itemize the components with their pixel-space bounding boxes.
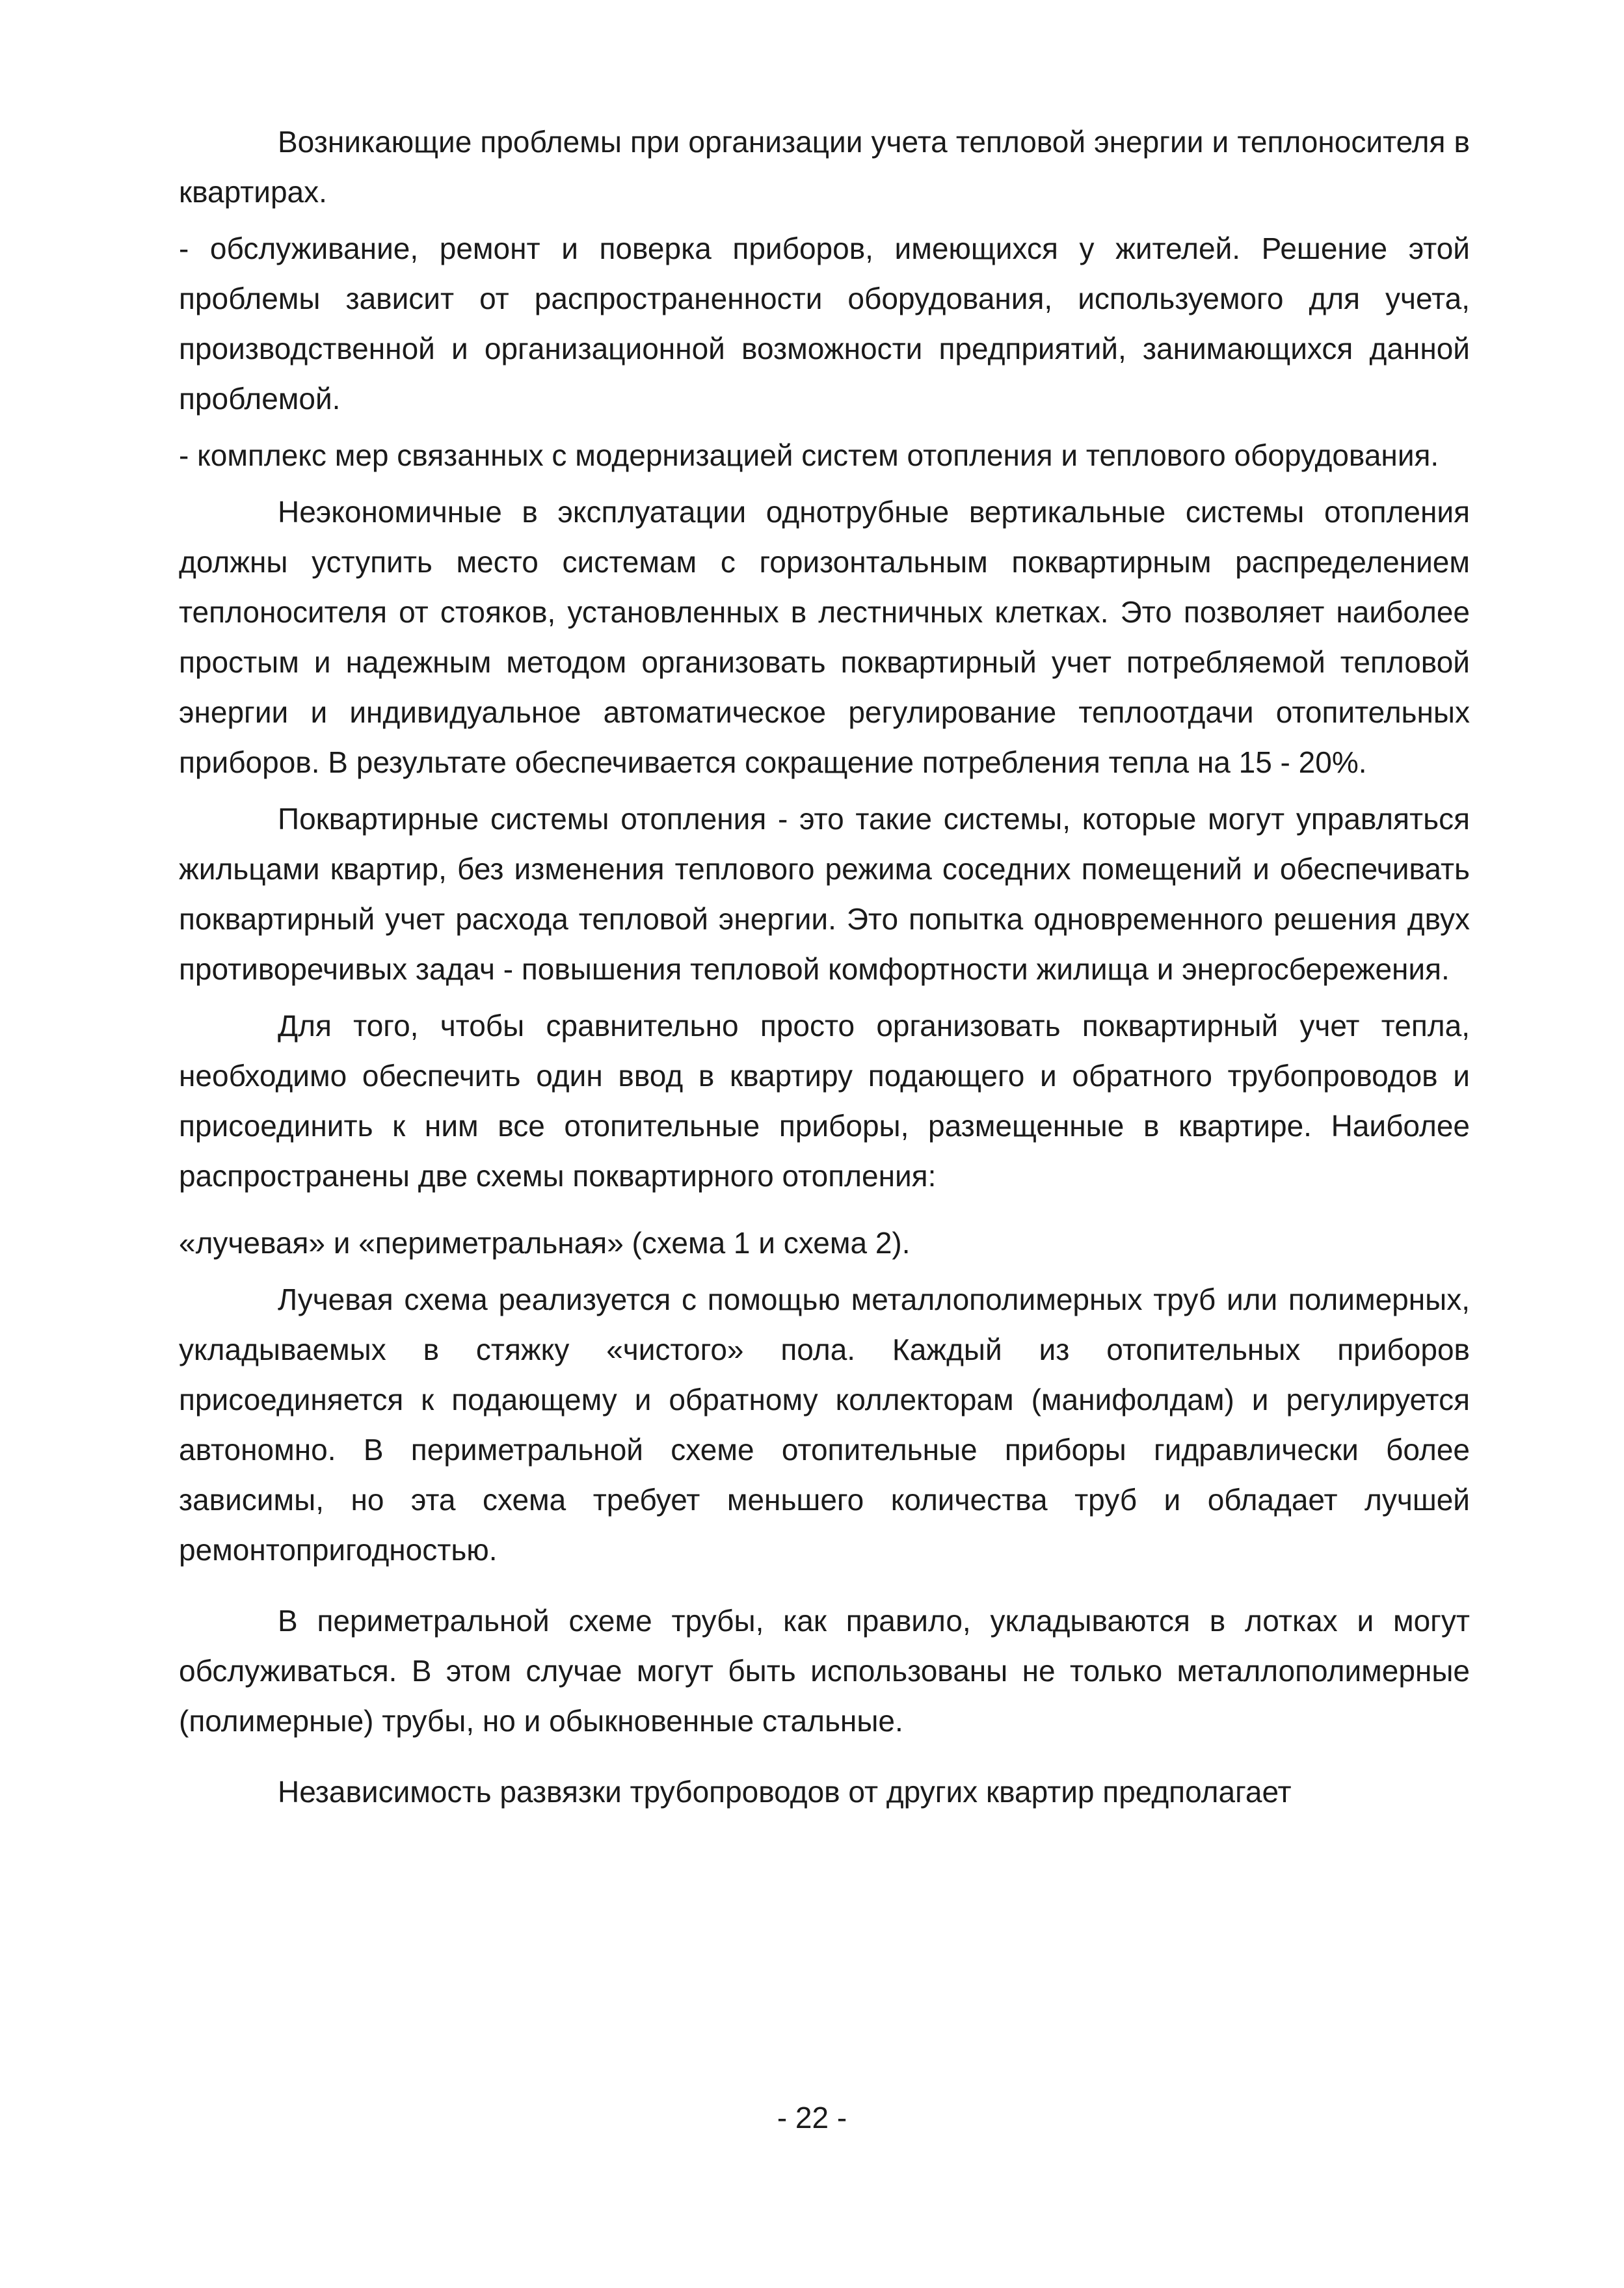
page-number: - 22 - bbox=[777, 2101, 847, 2135]
body-text bbox=[179, 117, 1470, 1817]
paragraph-schemes: «лучевая» и «периметральная» (схема 1 и схема 2). bbox=[179, 1226, 911, 1260]
paragraph-apartment-heating: Поквартирные системы отопления - это такие системы, которые могут управляться жильцами квартир, без изменения теплового режима соседних помещений и обеспечивать поквартирный учет расхода тепловой энергии. Это попытка одновременного решения двух противоречивых задач - повышения тепловой комфортности жилища и энергосбережения. bbox=[179, 802, 1470, 986]
paragraph-modernization: - комплекс мер связанных с модернизацией систем отопления и теплового оборудования. bbox=[179, 438, 1439, 472]
paragraph-single-pipe-systems: Неэкономичные в эксплуатации однотрубные вертикальные системы отопления должны уступить место системам с горизонтальным поквартирным распределением теплоносителя от стояков, установленных в лестничных клетках. Это позволяет наиболее простым и надежным методом организовать поквартирный учет потребляемой тепловой энергии и индивидуальное автоматическое регулирование теплоотдачи отопительных приборов. В результате обеспечивается сокращение потребления тепла на 15 - 20%. bbox=[179, 495, 1470, 779]
paragraph-independence: Независимость развязки трубопроводов от других квартир предполагает bbox=[278, 1775, 1292, 1809]
paragraph-radial-scheme: Лучевая схема реализуется с помощью металлополимерных труб или полимерных, укладываемых в стяжку «чистого» пола. Каждый из отопительных приборов присоединяется к подающему и обратному коллекторам (манифолдам) и регулируется автономно. В периметральной схеме отопительные приборы гидравлически более зависимы, но эта схема требует меньшего количества труб и обладает лучшей ремонтопригодностью. bbox=[179, 1283, 1470, 1567]
paragraph-metering-setup: Для того, чтобы сравнительно просто организовать поквартирный учет тепла, необходимо обеспечить один ввод в квартиру подающего и обратного трубопроводов и присоединить к ним все отопительные приборы, размещенные в квартире. Наиболее распространены две схемы поквартирного отопления: bbox=[179, 1009, 1470, 1193]
paragraph-problems-heading: Возникающие проблемы при организации учета тепловой энергии и теплоносителя в квартирах. bbox=[179, 125, 1470, 209]
paragraph-maintenance: - обслуживание, ремонт и поверка приборов, имеющихся у жителей. Решение этой проблемы зависит от распространенности оборудования, используемого для учета, производственной и организационной возможности предприятий, занимающихся данной проблемой. bbox=[179, 232, 1470, 416]
paragraph-perimeter-scheme: В периметральной схеме трубы, как правило, укладываются в лотках и могут обслуживаться. В этом случае могут быть использованы не только металлополимерные (полимерные) трубы, но и обыкновенные стальные. bbox=[179, 1604, 1470, 1738]
